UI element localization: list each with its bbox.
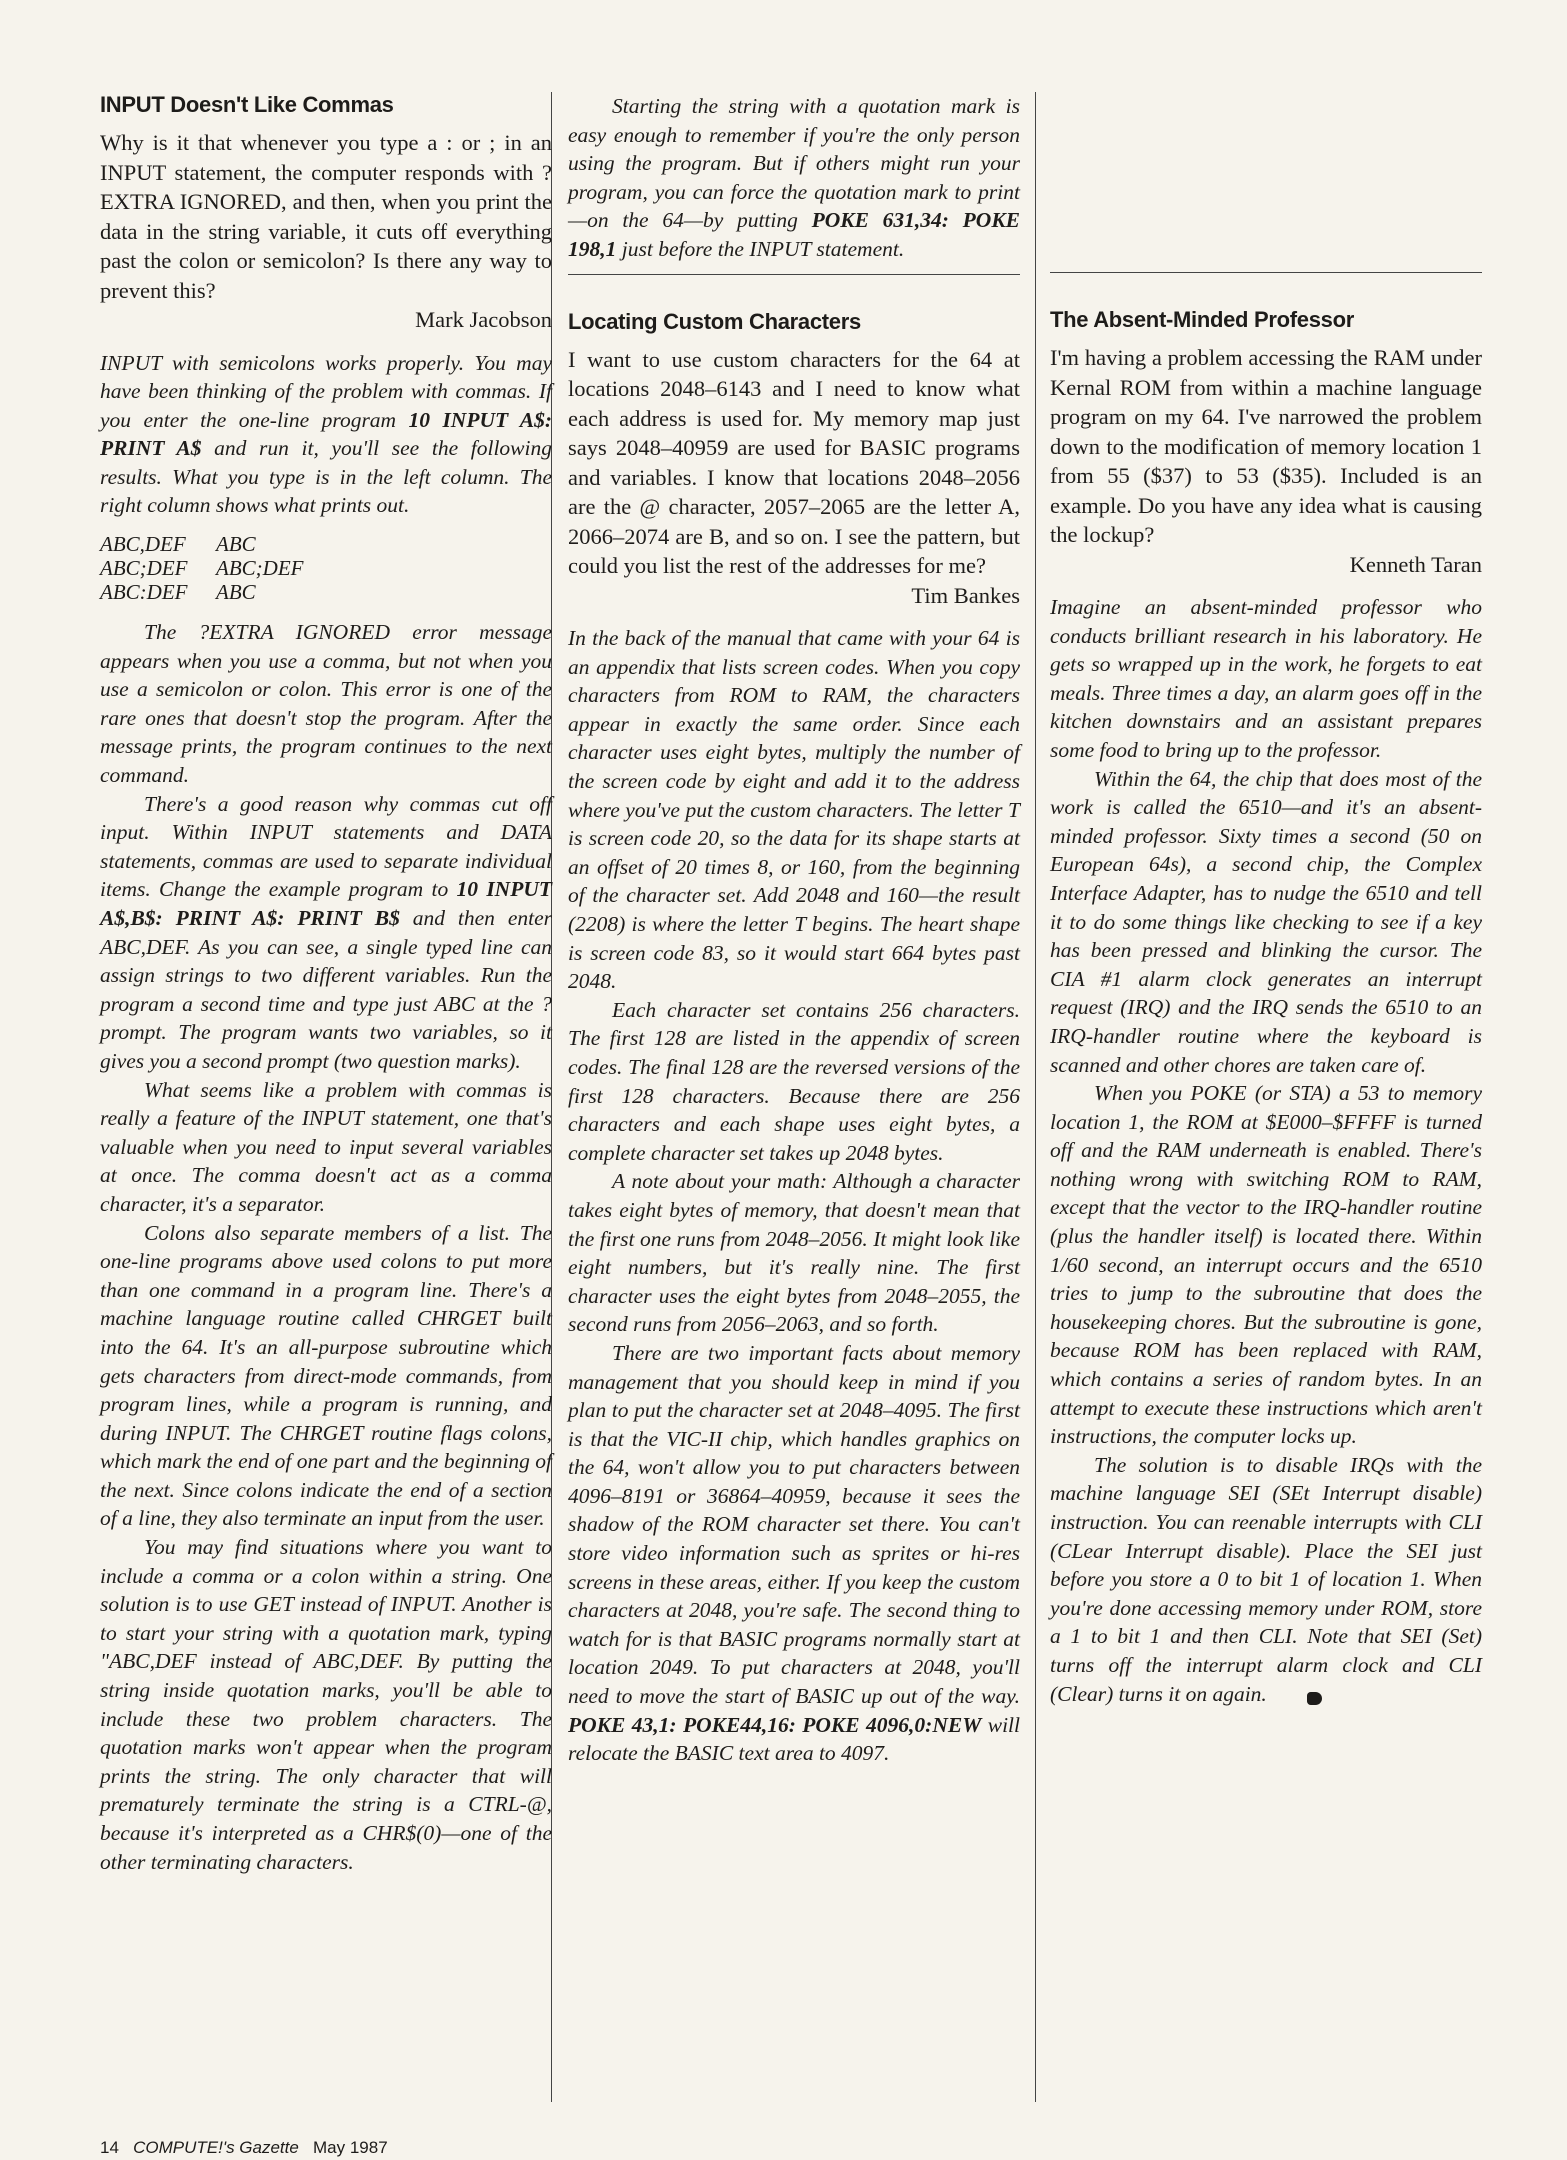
answer-paragraph: You may find situations where you want to include a comma or a colon within a string. One solution is to use GET instead of INPUT. Another is to start your string with a quotation mark, typing "ABC,DEF instead of ABC,DEF. By putting the string inside quotation marks, you'll be able to include these two problem characters. The quotation marks won't appear when the program prints the string. The only character that will prematurely terminate the string is a CTRL-@, because it's interpreted as a CHR$(0)—one of the other terminating characters. — [100, 1535, 552, 1874]
example-row: ABC;DEF ABC;DEF — [100, 556, 304, 581]
letter-question: Why is it that whenever you type a : or ; in an INPUT statement, the computer responds with ?EXTRA IGNORED, and then, when you print the data in the string variable, it cuts off everything past the colon or semicolon? Is there any way to prevent this? — [100, 130, 552, 303]
end-of-article-icon — [1307, 1692, 1322, 1705]
letter-question: I want to use custom characters for the 64 at locations 2048–6143 and I need to know what each address is used for. My memory map just says 2048–40959 are used for BASIC programs and variables. I know that locations 2048–2056 are the @ character, 2057–2065 are the letter A, 2066–2074 are B, and so on. I see the pattern, but could you list the rest of the addresses for me? — [568, 346, 1020, 579]
example-row: ABC:DEF ABC — [100, 580, 256, 605]
answer-paragraph: INPUT with semicolons works properly. You may have been thinking of the problem with commas. If you enter the one-line program 10 INPUT A$: PRINT A$ and run it, you'll see the following results. What you type is in the left column. The right column shows what prints out. — [100, 350, 553, 518]
column-3-spacer — [1050, 92, 1482, 262]
example-row: ABC,DEF ABC — [100, 532, 256, 557]
letter-title: INPUT Doesn't Like Commas — [100, 92, 394, 117]
answer-paragraph: In the back of the manual that came with your 64 is an appendix that lists screen codes. When you copy characters from ROM to RAM, the characters appear in exactly the same order. Since each character uses eight bytes, multiply the number of the screen code by eight and add it to the address where you've put the custom characters. The letter T is screen code 20, so the data for its shape starts at an offset of 20 times 8, or 160, from the beginning of the character set. Add 2048 and 160—the result (2208) is where the letter T begins. The heart shape is screen code 83, so it would start 664 bytes past 2048. — [568, 626, 1020, 994]
page-footer — [100, 2138, 388, 2158]
section-divider — [568, 274, 1020, 275]
answer — [568, 624, 1020, 1768]
letter-question: I'm having a problem accessing the RAM under Kernal ROM from within a machine language program on my 64. I've narrowed the problem down to the modification of memory location 1 from 55 ($37) to 53 ($35). Included is an example. Do you have any idea what is causing the lockup? — [1050, 345, 1482, 547]
answer-paragraph: The ?EXTRA IGNORED error message appears when you use a comma, but not when you use a semicolon or colon. This error is one of the rare ones that doesn't stop the program. After the message prints, the program continues to the next command. — [100, 620, 552, 788]
letter-author: Mark Jacobson — [415, 307, 552, 332]
letter-author: Tim Bankes — [911, 582, 1020, 608]
code-snippet: 10 INPUT A$: PRINT A$ — [100, 407, 553, 461]
issue-date: May 1987 — [313, 2138, 388, 2157]
letter-title: Locating Custom Characters — [568, 308, 861, 334]
answer — [1050, 593, 1482, 1708]
answer-paragraph: Within the 64, the chip that does most of the work is called the 6510—and it's an absent-minded professor. Sixty times a second (50 on European 64s), a second chip, the Complex Interface Adapter, has to nudge the 6510 and tell it to do some things like checking to see if a key has been pressed and blinking the cursor. The CIA #1 alarm clock generates an interrupt request (IRQ) and the IRQ sends the 6510 to an IRQ-handler routine where the keyboard is scanned and other chores are taken care of. — [1050, 766, 1482, 1077]
letter-title: The Absent-Minded Professor — [1050, 307, 1355, 332]
column-3 — [1050, 92, 1482, 1712]
code-snippet: 10 INPUT A$,B$: PRINT A$: PRINT B$ — [100, 877, 552, 930]
code-snippet: POKE 43,1: POKE44,16: POKE 4096,0:NEW — [568, 1712, 982, 1737]
answer-paragraph: A note about your math: Although a character takes eight bytes of memory, that doesn't mean that the first one runs from 2048–2056. It might look like eight numbers, but it's really nine. The first character uses the eight bytes from 2048–2055, the second runs from 2056–2063, and so forth. — [568, 1169, 1020, 1337]
column-1 — [100, 92, 552, 1880]
section-divider — [1050, 272, 1482, 273]
column-rule — [1035, 92, 1036, 2102]
answer-paragraph: Each character set contains 256 characters. The first 128 are listed in the appendix of screen codes. The final 128 are the reversed versions of the first 128 characters. Because there are 256 characters and each shape uses eight bytes, a complete character set takes up 2048 bytes. — [568, 997, 1020, 1165]
letter-author: Kenneth Taran — [1349, 551, 1482, 577]
answer-paragraph: When you POKE (or STA) a 53 to memory location 1, the ROM at $E000–$FFFF is turned off and the RAM underneath is enabled. There's nothing wrong with switching ROM to RAM, except that the vector to the IRQ-handler routine (plus the handler itself) is located there. Within 1/60 second, an interrupt occurs and the 6510 tries to jump to the subroutine that does the housekeeping chores. But the subroutine is gone, because ROM has been replaced with RAM, which contains a series of random bytes. In an attempt to execute these instructions which aren't instructions, the computer locks up. — [1050, 1081, 1482, 1449]
code-snippet: POKE 631,34: POKE 198,1 — [568, 208, 1020, 261]
publication-name: COMPUTE!'s Gazette — [133, 2138, 299, 2157]
answer-paragraph: There are two important facts about memory management that you should keep in mind if you plan to put the character set at 2048–4095. The first is that the VIC-II chip, which handles graphics on the 64, won't allow you to put characters between 4096–8191 or 36864–40959, because it sees the shadow of the ROM character set there. You can't store video information such as sprites or hi-res screens in these areas, either. If you keep the custom characters at 2048, you're safe. The second thing to watch for is that BASIC programs normally start at location 2049. To put characters at 2048, you'll need to move the start of BASIC up out of the way. POKE 43,1: POKE44,16: POKE 4096,0:NEW will relocate the BASIC text area to 4097. — [568, 1340, 1020, 1766]
answer-paragraph: The solution is to disable IRQs with the machine language SEI (SEt Interrupt disable) instruction. You can reenable interrupts with CLI (CLear Interrupt disable). Place the SEI just before you store a 0 to bit 1 of location 1. When you're done accessing memory under ROM, store a 1 to bit 1 and then CLI. Note that SEI (Set) turns off the interrupt alarm clock and CLI (Clear) turns it on again. — [1050, 1452, 1482, 1706]
answer — [568, 92, 1020, 264]
answer-paragraph: What seems like a problem with commas is really a feature of the INPUT statement, one that's valuable when you need to input several variables at once. The comma doesn't act as a comma character, it's a separator. — [100, 1077, 552, 1216]
answer — [100, 349, 552, 1877]
answer-paragraph: There's a good reason why commas cut off input. Within INPUT statements and DATA statements, commas are used to separate individual items. Change the example program to 10 INPUT A$,B$: PRINT A$: PRINT B$ and then enter ABC,DEF. As you can see, a single typed line can assign strings to two different variables. Run the program a second time and type just ABC at the ? prompt. The program wants two variables, so it gives you a second prompt (two question marks). — [100, 791, 552, 1073]
page-number: 14 — [100, 2138, 119, 2157]
answer-paragraph: Imagine an absent-minded professor who conducts brilliant research in his laboratory. He gets so wrapped up in the work, he forgets to eat meals. Three times a day, an alarm goes off in the kitchen downstairs and an assistant prepares some food to bring up to the professor. — [1050, 595, 1482, 762]
example-table — [100, 532, 552, 604]
answer-paragraph: Starting the string with a quotation mark is easy enough to remember if you're the only person using the program. But if others might run your program, you can force the quotation mark to print—on the 64—by putting POKE 631,34: POKE 198,1 just before the INPUT statement. — [568, 94, 1020, 261]
column-2-content — [568, 92, 1020, 1772]
answer-paragraph: Colons also separate members of a list. The one-line programs above used colons to put more than one command in a program line. There's a machine language routine called CHRGET built into the 64. It's an all-purpose subroutine which gets characters from direct-mode commands, from program lines, while a program is running, and during INPUT. The CHRGET routine flags colons, which mark the end of one part and the beginning of the next. Since colons indicate the end of a section of a line, they also terminate an input from the user. — [100, 1220, 552, 1531]
